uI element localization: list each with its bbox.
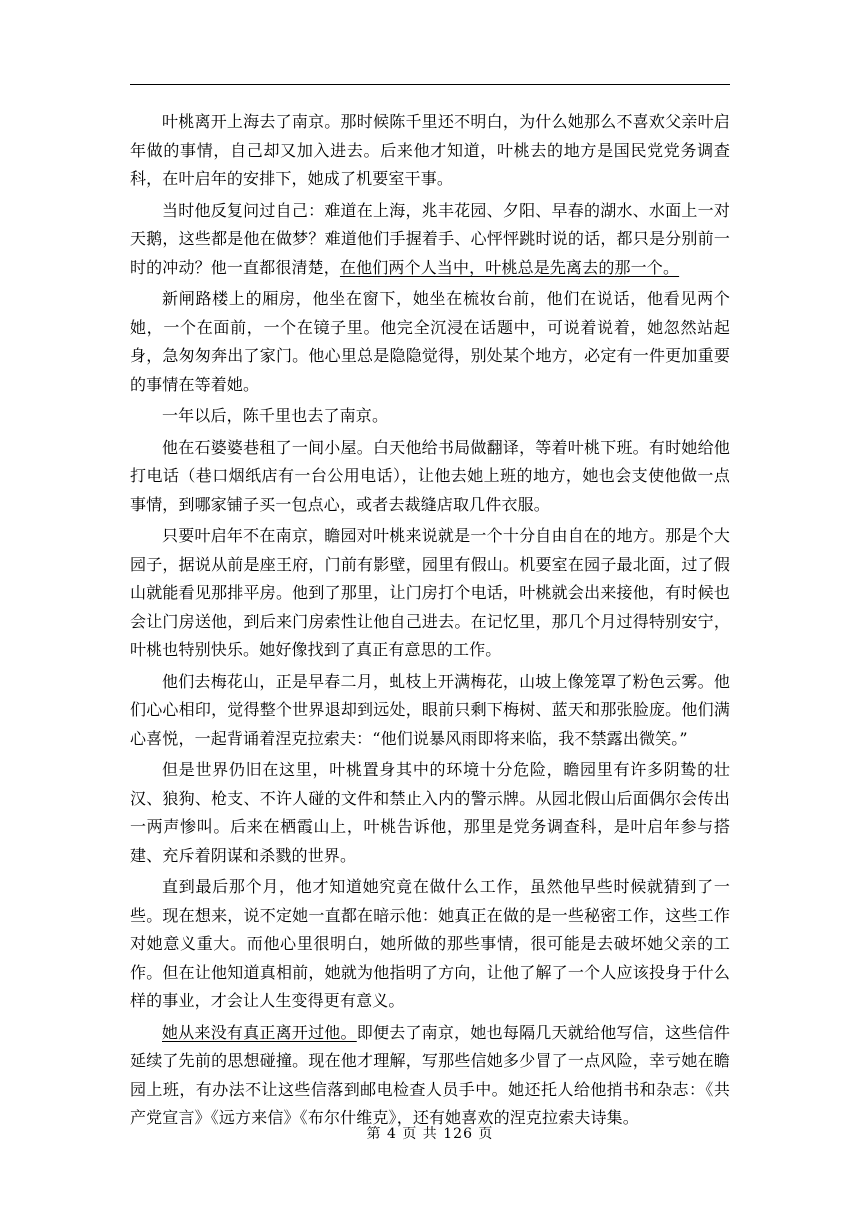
paragraph bbox=[130, 873, 730, 1016]
paragraph bbox=[130, 402, 730, 431]
paragraph-text: 一年以后，陈千里也去了南京。 bbox=[162, 406, 389, 425]
paragraph-text: 直到最后那个月，他才知道她究竟在做什么工作，虽然他早些时候就猜到了一些。现在想来，说不定她一直都在暗示他：她真正在做的是一些秘密工作，这些工作对她意义重大。而他心里很明白，她所做的那些事情，很可能是去破坏她父亲的工作。但在让他知道真相前，她就为他指明了方向，让他了解了一个人应该投身于什么样的事业，才会让人生变得更有意义。 bbox=[130, 877, 730, 1010]
underlined-text: 她从来没有真正离开过他。 bbox=[162, 1022, 357, 1042]
paragraph bbox=[130, 197, 730, 283]
document-body bbox=[130, 108, 730, 1136]
paragraph bbox=[130, 1019, 730, 1133]
page-number: 第 4 页 共 126 页 bbox=[366, 1126, 494, 1142]
paragraph bbox=[130, 756, 730, 870]
paragraph-text: 他们去梅花山，正是早春二月，虬枝上开满梅花，山坡上像笼罩了粉色云雾。他们心心相印，觉得整个世界退却到远处，眼前只剩下梅树、蓝天和那张脸庞。他们满心喜悦，一起背诵着涅克拉索夫：“他们说暴风雨即将来临，我不禁露出微笑。” bbox=[130, 671, 730, 748]
paragraph-text: 但是世界仍旧在这里，叶桃置身其中的环境十分危险，瞻园里有许多阴鸷的壮汉、狼狗、枪支、不许人碰的文件和禁止入内的警示牌。从园北假山后面偶尔会传出一两声惨叫。后来在栖霞山上，叶桃告诉他，那里是党务调查科，是叶启年参与搭建、充斥着阴谋和杀戮的世界。 bbox=[130, 760, 730, 865]
paragraph-text: 叶桃离开上海去了南京。那时候陈千里还不明白，为什么她那么不喜欢父亲叶启年做的事情，自己却又加入进去。后来他才知道，叶桃去的地方是国民党党务调查科，在叶启年的安排下，她成了机要室干事。 bbox=[130, 112, 730, 188]
paragraph-text: 即便去了南京，她也每隔几天就给他写信，这些信件延续了先前的思想碰撞。现在他才理解，写那些信她多少冒了一点风险，幸亏她在瞻园上班，有办法不让这些信落到邮电检查人员手中。她还托人给他捎书和杂志：《共产党宣言》《远方来信》《布尔什维克》，还有她喜欢的涅克拉索夫诗集。 bbox=[130, 1022, 730, 1127]
paragraph bbox=[130, 434, 730, 520]
paragraph bbox=[130, 285, 730, 399]
header-rule bbox=[130, 84, 730, 85]
paragraph-text: 当时他反复问过自己：难道在上海，兆丰花园、夕阳、早春的湖水、水面上一对天鹅，这些都是他在做梦？难道他们手握着手、心怦怦跳时说的话，都只是分别前一时的冲动？他一直都很清楚， bbox=[130, 200, 730, 277]
paragraph-text: 只要叶启年不在南京，瞻园对叶桃来说就是一个十分自由自在的地方。那是个大园子，据说从前是座王府，门前有影壁，园里有假山。机要室在园子最北面，过了假山就能看见那排平房。他到了那里，让门房打个电话，叶桃就会出来接他，有时候也会让门房送他，到后来门房索性让他自己进去。在记忆里，那几个月过得特别安宁，叶桃也特别快乐。她好像找到了真正有意思的工作。 bbox=[130, 526, 730, 659]
underlined-text: 在他们两个人当中，叶桃总是先离去的那一个。 bbox=[339, 257, 680, 277]
paragraph bbox=[130, 668, 730, 754]
paragraph-text: 他在石婆婆巷租了一间小屋。白天他给书局做翻译，等着叶桃下班。有时她给他打电话（巷口烟纸店有一台公用电话），让他去她上班的地方，她也会支使他做一点事情，到哪家铺子买一包点心，或者去裁缝店取几件衣服。 bbox=[130, 437, 730, 514]
paragraph bbox=[130, 108, 730, 194]
paragraph bbox=[130, 522, 730, 665]
paragraph-text: 新闸路楼上的厢房，他坐在窗下，她坐在梳妆台前，他们在说话，他看见两个她，一个在面前，一个在镜子里。他完全沉浸在话题中，可说着说着，她忽然站起身，急匆匆奔出了家门。他心里总是隐隐觉得，别处某个地方，必定有一件更加重要的事情在等着她。 bbox=[130, 289, 730, 394]
